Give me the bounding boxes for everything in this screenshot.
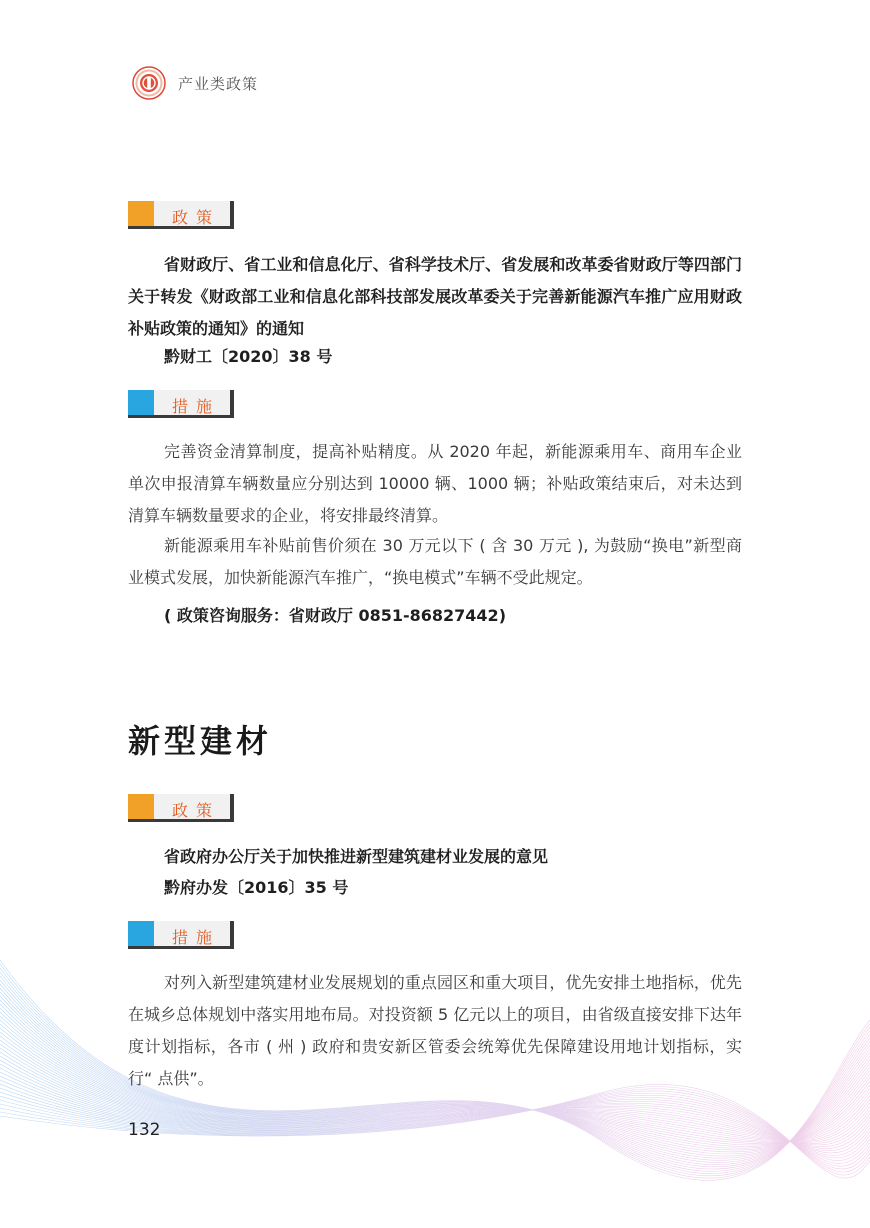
- policy-tag: 政策: [128, 794, 236, 824]
- measure-paragraph: 新能源乘用车补贴前售价须在 30 万元以下 ( 含 30 万元 ), 为鼓励“换电”新型商业模式发展，加快新能源汽车推广，“换电模式”车辆不受此规定。: [128, 536, 742, 587]
- policy-title: 省财政厅、省工业和信息化厅、省科学技术厅、省发展和改革委省财政厅等四部门关于转发《财政部工业和信息化部科技部发展改革委关于完善新能源汽车推广应用财政补贴政策的通知》的通知: [128, 255, 742, 338]
- header-title: 产业类政策: [178, 74, 259, 93]
- page-header: [132, 66, 258, 100]
- doc-number: 黔财工〔2020〕38 号: [164, 347, 333, 366]
- section-title: 新型建材: [128, 722, 273, 760]
- tag-accent: [128, 201, 154, 226]
- emblem-logo-icon: [132, 66, 166, 100]
- tag-accent: [128, 921, 154, 946]
- measure-paragraph: 完善资金清算制度，提高补贴精度。从 2020 年起，新能源乘用车、商用车企业单次申报清算车辆数量应分别达到 10000 辆、1000 辆；补贴政策结束后，对未达到清算车辆数量要求的企业，将安排最终清算。: [128, 442, 742, 525]
- consult-info: ( 政策咨询服务：省财政厅 0851-86827442): [164, 606, 507, 625]
- tag-accent: [128, 390, 154, 415]
- page-number: 132: [128, 1120, 161, 1140]
- policy-title: 省政府办公厅关于加快推进新型建筑建材业发展的意见: [164, 847, 549, 866]
- tag-accent: [128, 794, 154, 819]
- doc-number: 黔府办发〔2016〕35 号: [164, 878, 349, 897]
- measure-paragraph: 对列入新型建筑建材业发展规划的重点园区和重大项目，优先安排土地指标，优先在城乡总体规划中落实用地布局。对投资额 5 亿元以上的项目，由省级直接安排下达年度计划指标，各市 ( 州 ) 政府和贵安新区管委会统筹优先保障建设用地计划指标，实行“ 点供”。: [128, 973, 742, 1088]
- policy-tag: 政策: [128, 201, 236, 231]
- measure-tag: 措施: [128, 921, 236, 951]
- measure-tag: 措施: [128, 390, 236, 420]
